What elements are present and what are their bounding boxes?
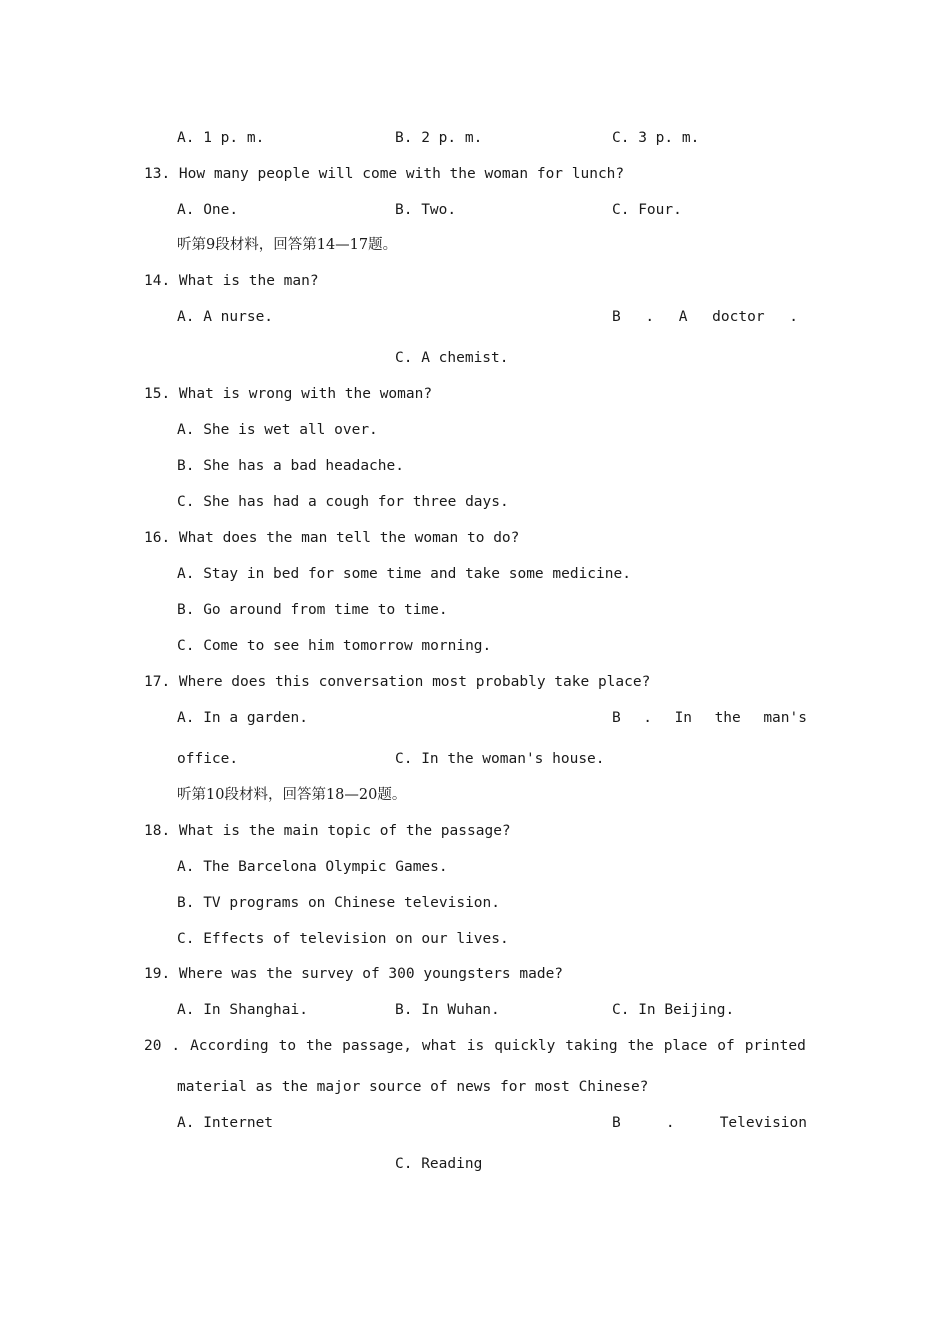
q20-word: printed (744, 1038, 806, 1054)
q20-b-word: Television (719, 1115, 807, 1131)
q12-option-b: B. 2 p. m. (395, 130, 483, 146)
q20-word: According (190, 1038, 269, 1054)
q14-b-word: . (789, 309, 798, 325)
q20-word: 20 (144, 1038, 162, 1054)
q13-question: 13. How many people will come with the woman for lunch? (144, 166, 625, 182)
q18-option-a: A. The Barcelona Olympic Games. (177, 859, 448, 875)
q20-word: place (663, 1038, 708, 1054)
q14-option-b (612, 308, 798, 326)
q14-question: 14. What is the man? (144, 273, 319, 289)
q20-option-b (612, 1114, 807, 1132)
q20-word: taking (565, 1038, 618, 1054)
q18-option-c: C. Effects of television on our lives. (177, 931, 509, 947)
q20-word: the (306, 1038, 333, 1054)
q20-question-line1 (144, 1037, 806, 1055)
q14-b-word: . (645, 309, 655, 325)
q17-b-word: In (674, 710, 693, 726)
q17-b-word: the (714, 710, 741, 726)
q17-b-word: man's (763, 710, 807, 726)
q17-b-word: B (612, 710, 621, 726)
q20-word: what (421, 1038, 457, 1054)
q14-option-a: A. A nurse. (177, 309, 274, 325)
q15-option-b: B. She has a bad headache. (177, 458, 404, 474)
q20-option-c: C. Reading (395, 1156, 483, 1172)
q16-option-c: C. Come to see him tomorrow morning. (177, 638, 492, 654)
q20-word: passage, (342, 1038, 412, 1054)
q18-option-b: B. TV programs on Chinese television. (177, 895, 501, 911)
q14-b-word: B (612, 309, 621, 325)
section-9-instruction: 听第9段材料，回答第14—17题。 (177, 237, 398, 253)
q16-question: 16. What does the man tell the woman to do? (144, 530, 520, 546)
q17-b-word: . (643, 710, 653, 726)
q15-question: 15. What is wrong with the woman? (144, 386, 433, 402)
q13-option-a: A. One. (177, 202, 239, 218)
q12-option-c: C. 3 p. m. (612, 130, 700, 146)
q14-b-word: doctor (712, 309, 765, 325)
q19-question: 19. Where was the survey of 300 youngsters made? (144, 966, 564, 982)
q20-question-line2: material as the major source of news for most Chinese? (177, 1079, 649, 1095)
q17-option-b-continued: office. (177, 751, 239, 767)
q20-option-a: A. Internet (177, 1115, 274, 1131)
q17-option-b (612, 709, 807, 727)
q17-option-a: A. In a garden. (177, 710, 308, 726)
q20-word: the (627, 1038, 654, 1054)
q20-word: . (171, 1038, 181, 1054)
q19-option-b: B. In Wuhan. (395, 1002, 500, 1018)
q14-option-c: C. A chemist. (395, 350, 509, 366)
q12-option-a: A. 1 p. m. (177, 130, 265, 146)
q20-b-word: . (665, 1115, 675, 1131)
q19-option-a: A. In Shanghai. (177, 1002, 308, 1018)
q20-b-word: B (612, 1115, 621, 1131)
q20-word: quickly (494, 1038, 556, 1054)
q20-word: to (278, 1038, 297, 1054)
q15-option-a: A. She is wet all over. (177, 422, 378, 438)
q13-option-c: C. Four. (612, 202, 682, 218)
q20-word: of (717, 1038, 735, 1054)
q19-option-c: C. In Beijing. (612, 1002, 735, 1018)
q20-word: is (466, 1038, 485, 1054)
q15-option-c: C. She has had a cough for three days. (177, 494, 509, 510)
q13-option-b: B. Two. (395, 202, 457, 218)
q16-option-b: B. Go around from time to time. (177, 602, 448, 618)
q17-question: 17. Where does this conversation most probably take place? (144, 674, 651, 690)
q17-option-c: C. In the woman's house. (395, 751, 605, 767)
q16-option-a: A. Stay in bed for some time and take some medicine. (177, 566, 631, 582)
q18-question: 18. What is the main topic of the passage? (144, 823, 511, 839)
section-10-instruction: 听第10段材料，回答第18—20题。 (177, 787, 407, 803)
q14-b-word: A (678, 309, 688, 325)
